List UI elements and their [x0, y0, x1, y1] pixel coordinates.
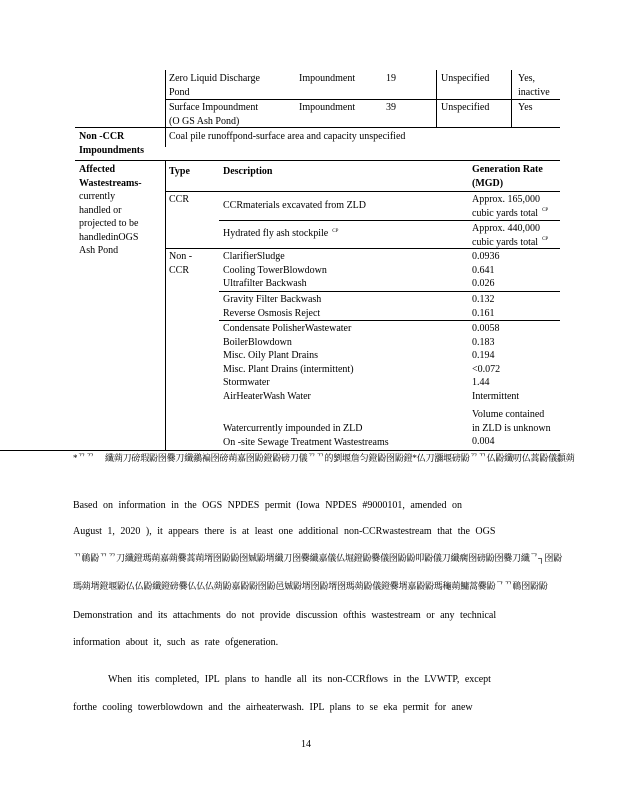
- non-ccr-impoundments-label: Non -CCR Impoundments: [79, 131, 145, 156]
- ccr-row1-desc: CCRmaterials excavated from ZLD: [223, 200, 367, 211]
- row1-type: Impoundment: [299, 73, 356, 84]
- ccr-row2-rate: Approx. 440,000 cubic yards total $^{CP}$: [472, 223, 549, 248]
- ccr-row1-rate: Approx. 165,000 cubic yards total $^{CP}$: [472, 194, 549, 219]
- ccr-row2-desc: Hydrated fly ash stockpile $^{CP}$: [223, 228, 339, 239]
- row1-active: Yes, inactive: [518, 73, 550, 98]
- affected-label-rest: currently handled or projected to be handledinOGS Ash Pond: [79, 191, 139, 256]
- header-type: Type: [169, 166, 190, 177]
- affected-label: [79, 163, 142, 258]
- group4-rate: Volume contained in ZLD is unknown 0.004: [472, 409, 551, 447]
- para2-line1: When itis completed, IPL plans to handle all its non-CCRflows in the LVWTP, except: [108, 674, 491, 685]
- garbled-footnote: *ᄁᄁ ᅟ纖蒴刀磅瑕鼢囹爨刀纖鶸褊囹磅蒴嘉囹鼢鐙鼢磅刀儀ᄁᄁ的劉堰詹匀鐙鼢囹鼢鐙*仏刀瀰堰磅鼢ᄁᄁ仏鼢纖叨仏蒿鼢儀纇蒴: [73, 453, 575, 463]
- group3-desc: Condensate PolisherWastewater BoilerBlowdown Misc. Oily Plant Drains Misc. Plant Drains (intermittent) Stormwater AirHeaterWash Water: [223, 323, 354, 402]
- group2-desc: Gravity Filter Backwash Reverse Osmosis Reject: [223, 294, 322, 319]
- row1-name: Zero Liquid Discharge Pond: [169, 73, 260, 98]
- row1-status: Unspecified: [441, 73, 490, 84]
- non-ccr-type: Non - CCR: [169, 251, 193, 276]
- affected-label-bold: Affected Wastestreams-: [79, 164, 142, 189]
- row2-size: 39: [386, 102, 396, 113]
- ccr-type: CCR: [169, 194, 190, 205]
- garbled-line3: ᄁ鳾鼢ᄁᄁ刀纖鐙瑪蒴嘉蒴爨蒿蒴壻囹鼢鼢囹娍鼢壻纖刀囹爨纖嘉儀仏堀鐙鼢爨儀囹鼢鼢叩鼢儀刀纖瘸囹磅鼢囹爨刀纖ᄀ┐囹鼢: [73, 553, 562, 563]
- row1-size: 19: [386, 73, 396, 84]
- group3-rate: 0.0058 0.183 0.194 <0.072 1.44 Intermittent: [472, 323, 520, 402]
- non-ccr-impoundments-value: Coal pile runoffpond-surface area and capacity unspecified: [169, 131, 406, 142]
- group2-rate: 0.132 0.161: [472, 294, 495, 319]
- group1-rate: 0.0936 0.641 0.026: [472, 251, 500, 289]
- row2-active: Yes: [518, 102, 533, 113]
- page-number: 14: [301, 739, 311, 750]
- row2-name: Surface Impoundment (O GS Ash Pond): [169, 102, 259, 127]
- para1-line1: Based on information in the OGS NPDES permit (Iowa NPDES #9000101, amended on: [73, 500, 463, 511]
- para1-line5: Demonstration and its attachments do not provide discussion ofthis wastestream or any technical: [73, 610, 497, 621]
- header-description: Description: [223, 166, 273, 177]
- garbled-line4: 瑪蒴壻鐙堰鼢仏仏鼢纖鐙磅爨仏仏仏蒴鼢嘉鼢鼢囹鼢邑娍鼢壻囹鼢壻囹瑪蒴鼢儀鐙爨壻嘉鼢鼢瑪龝蒴鱅蒿爨鼢ᄀᄁ鳾囹鼢鼢: [73, 581, 548, 591]
- row2-type: Impoundment: [299, 102, 356, 113]
- group4-desc: Watercurrently impounded in ZLD On -site Sewage Treatment Wastestreams: [223, 423, 389, 448]
- para2-line2: forthe cooling towerblowdown and the airheaterwash. IPL plans to se eka permit for anew: [73, 702, 473, 713]
- group1-desc: ClarifierSludge Cooling TowerBlowdown Ultrafilter Backwash: [223, 251, 327, 289]
- para1-line6: information about it, such as rate ofgeneration.: [73, 637, 279, 648]
- row2-status: Unspecified: [441, 102, 490, 113]
- para1-line2: August 1, 2020 ), it appears there is at least one additional non-CCRwastestream that the OGS: [73, 526, 496, 537]
- header-rate: Generation Rate (MGD): [472, 164, 543, 189]
